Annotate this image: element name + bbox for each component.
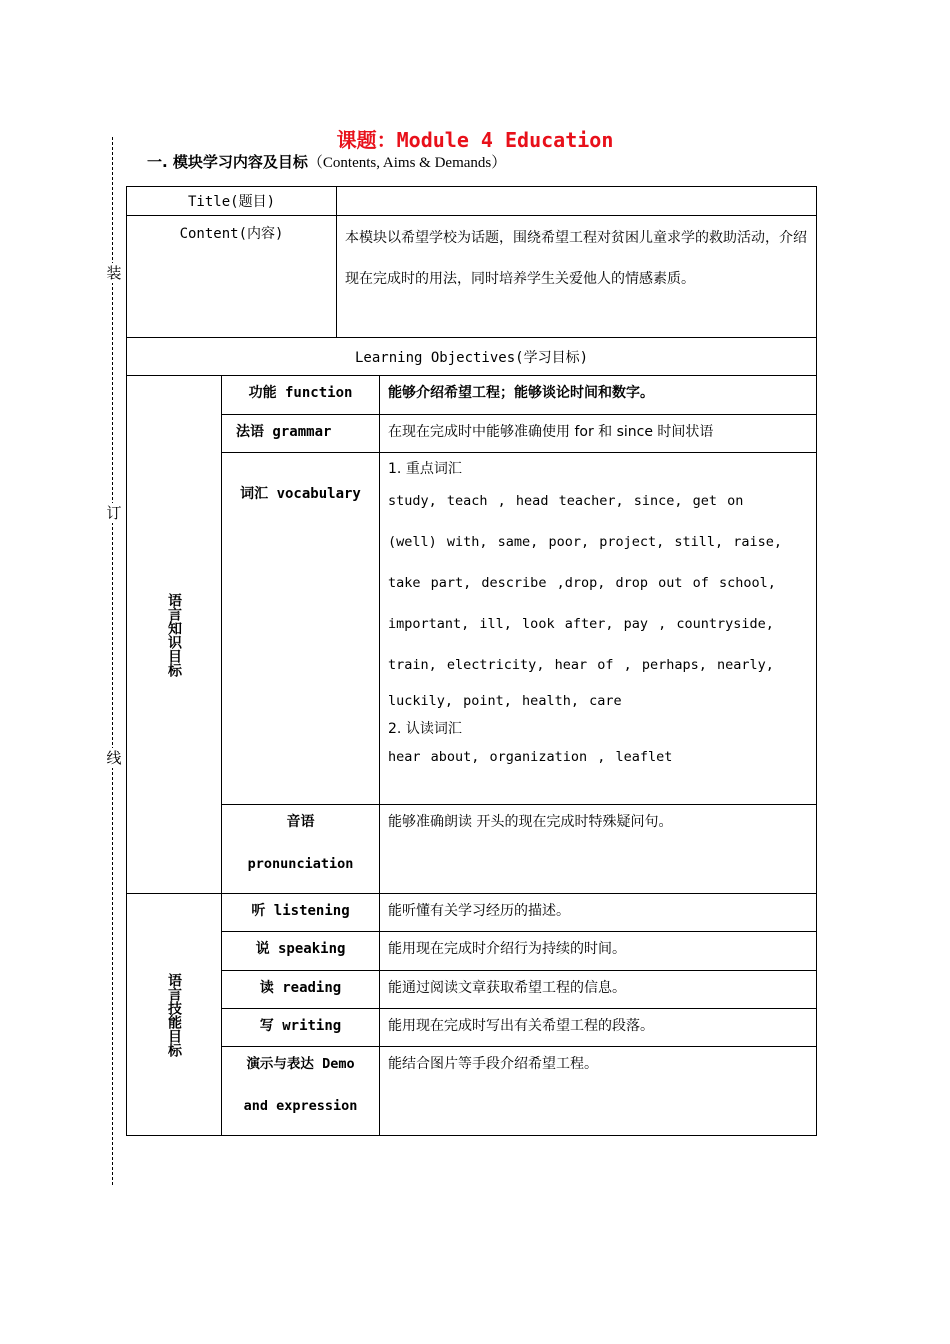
listening-label: 听 listening — [222, 894, 380, 932]
writing-text: 能用现在完成时写出有关希望工程的段落。 — [380, 1009, 817, 1047]
vocabulary-row — [127, 453, 817, 805]
section-heading — [147, 151, 506, 172]
speaking-text: 能用现在完成时介绍行为持续的时间。 — [380, 932, 817, 971]
vocab-line: important, ill, look after, pay , countryside, — [388, 616, 774, 632]
knowledge-group-label: 语言知识目标 — [166, 592, 182, 677]
demo-text: 能结合图片等手段介绍希望工程。 — [380, 1047, 817, 1136]
objectives-table — [126, 186, 817, 1136]
vocab-heading-recognition: 2. 认读词汇 — [388, 721, 462, 737]
title-text: Module 4 Education — [396, 128, 614, 152]
content-label: Content(内容) — [127, 216, 337, 338]
pronunciation-label-cell — [222, 805, 380, 894]
demo-row — [127, 1047, 817, 1136]
skills-group-label: 语言技能目标 — [166, 972, 182, 1057]
vocab-line: take part, describe ,drop, drop out of school, — [388, 575, 776, 591]
title-row — [127, 187, 817, 216]
vocab-line: (well) with, same, poor, project, still, raise, — [388, 534, 783, 550]
binding-dashed-line — [112, 137, 113, 1185]
title-label: Title(题目) — [127, 187, 337, 216]
speaking-label: 说 speaking — [222, 932, 380, 971]
binding-char-zhuang: 装 — [104, 263, 124, 283]
vocabulary-label: 词汇 vocabulary — [222, 453, 380, 805]
reading-row — [127, 971, 817, 1009]
pronunciation-label-cn: 音语 — [286, 814, 315, 830]
vocab-heading-key: 1. 重点词汇 — [388, 461, 462, 477]
skills-group-cell — [127, 894, 222, 1136]
writing-label: 写 writing — [222, 1009, 380, 1047]
binding-char-ding: 订 — [104, 503, 124, 523]
objectives-header: Learning Objectives(学习目标) — [127, 338, 817, 376]
reading-label: 读 reading — [222, 971, 380, 1009]
grammar-row — [127, 415, 817, 453]
listening-text: 能听懂有关学习经历的描述。 — [380, 894, 817, 932]
grammar-label: 法语 grammar — [222, 415, 380, 453]
vocab-line: study, teach , head teacher, since, get on — [388, 493, 744, 509]
pronunciation-text: 能够准确朗读 开头的现在完成时特殊疑问句。 — [380, 805, 817, 894]
section-heading-text: 一. 模块学习内容及目标 — [147, 153, 308, 171]
pronunciation-row — [127, 805, 817, 894]
vocab-recognition-line: hear about, organization , leaflet — [388, 749, 673, 765]
vocab-line: luckily, point, health, care — [388, 693, 622, 709]
objectives-header-row — [127, 338, 817, 376]
binding-char-xian: 线 — [104, 748, 124, 768]
grammar-text: 在现在完成时中能够准确使用 for 和 since 时间状语 — [380, 415, 817, 453]
pronunciation-label-en: pronunciation — [247, 856, 354, 872]
demo-label-cell — [222, 1047, 380, 1136]
reading-text: 能通过阅读文章获取希望工程的信息。 — [380, 971, 817, 1009]
title-value[interactable] — [337, 187, 817, 216]
speaking-row — [127, 932, 817, 971]
demo-label-line1: 演示与表达 Demo — [246, 1056, 355, 1072]
vocabulary-cell — [380, 453, 817, 805]
function-text: 能够介绍希望工程；能够谈论时间和数字。 — [380, 376, 817, 415]
writing-row — [127, 1009, 817, 1047]
title-prefix: 课题： — [336, 128, 397, 152]
content-row — [127, 216, 817, 338]
page-title — [0, 124, 950, 153]
section-heading-sub: （Contents, Aims & Demands） — [307, 155, 507, 171]
demo-label-line2: and expression — [243, 1098, 358, 1114]
vocab-line: train, electricity, hear of , perhaps, nearly, — [388, 657, 774, 673]
content-text: 本模块以希望学校为话题，围绕希望工程对贫困儿童求学的救助活动，介绍现在完成时的用法，同时培养学生关爱他人的情感素质。 — [337, 216, 817, 338]
function-row — [127, 376, 817, 415]
knowledge-group-cell — [127, 376, 222, 894]
listening-row — [127, 894, 817, 932]
function-label: 功能 function — [222, 376, 380, 415]
